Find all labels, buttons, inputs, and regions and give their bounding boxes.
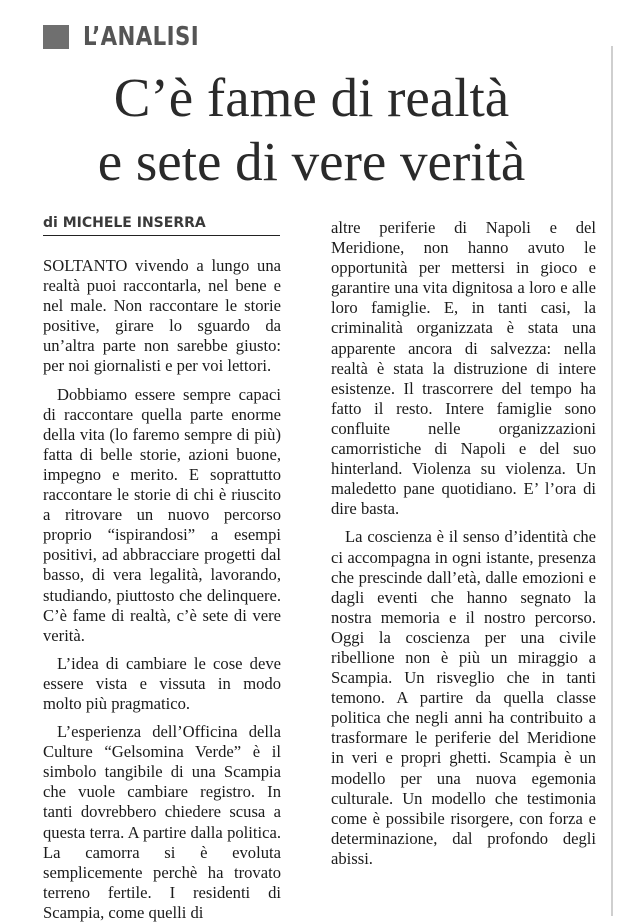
article-headline [0,66,623,194]
paragraph-lead: SOLTANTO vivendo a lungo una realtà puoi raccontarla, nel bene e nel male. Non raccontare le storie positive, girare lo sguardo da un’altra parte non sarebbe giusto: per noi giornalisti e per voi lettori. [43,256,281,376]
headline-line-1: C’è fame di realtà [113,67,510,128]
paragraph-continued: altre periferie di Napoli e del Meridione, non hanno avuto le opportunità per mettersi in gioco e garantire una vita dignitosa a loro e alle loro famiglie. E, in tanti casi, la criminalità organizzata è stata una apparente ancora di salvezza: nella realtà è stata la distruzione di intere esistenze. Il trascorrere del tempo ha fatto il resto. Intere famiglie sono confluite nelle organizzazioni camorristiche di Napoli e del suo hinterland. Violenza su violenza. Un maledetto pane quotidiano. E’ l’ora di dire basta. [331,218,596,519]
article-column-left [43,256,281,923]
paragraph: La coscienza è il senso d’identità che ci accompagna in ogni istante, presenza che prescinde dall’età, dalle emozioni e dagli eventi che hanno segnato la nostra memoria e il nostro percorso. Oggi la coscienza per una civile ribellione non è più un miraggio a Scampia. Un risveglio che in tanti temono. A partire da quella classe politica che negli anni ha contribuito a trasformare le periferie del Meridione in veri e propri ghetti. Scampia è un modello per una nuova egemonia culturale. Un modello che testimonia come è possibile risorgere, con forza e determinazione, dal profondo degli abissi. [331,527,596,868]
column-edge-divider [611,46,613,916]
article-column-right [331,218,596,869]
headline-line-2: e sete di vere verità [97,131,526,192]
section-kicker [43,20,225,54]
paragraph: Dobbiamo essere sempre capaci di raccontare quella parte enorme della vita (lo faremo sempre di più) fatta di belle storie, azioni buone, impegno e merito. E soprattutto raccontare le storie di chi è riuscito a ritrovare un nuovo percorso proprio “ispirandosi” a esempi positivi, ad abbracciare progetti dal basso, di vera legalità, lavorando, studiando, piuttosto che delinquere. C’è fame di realtà, c’è sete di vere verità. [43,384,281,645]
paragraph: L’esperienza dell’Officina della Culture “Gelsomina Verde” è il simbolo tangibile di una Scampia che vuole cambiare registro. In tanti dovrebbero chiedere scusa a questa terra. A partire dalla politica. La camorra si è evoluta semplicemente perchè ha trovato terreno fertile. I residenti di Scampia, come quelli di [43,722,281,922]
paragraph: L’idea di cambiare le cose deve essere vista e vissuta in modo molto più pragmatico. [43,653,281,713]
kicker-label: L’ANALISI [83,22,200,52]
kicker-square-mark [43,25,69,49]
article-byline: di MICHELE INSERRA [43,215,280,236]
